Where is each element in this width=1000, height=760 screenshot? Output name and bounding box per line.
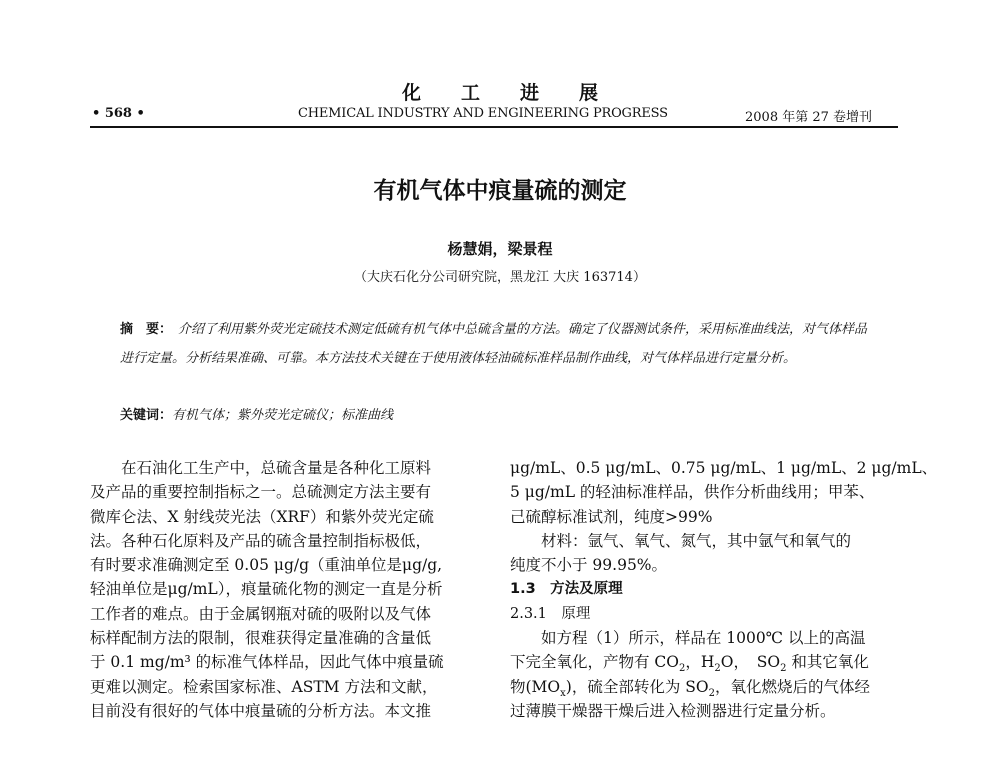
journal-name <box>0 78 1000 105</box>
body-line: μg/mL、0.5 μg/mL、0.75 μg/mL、1 μg/mL、2 μg/mL、 <box>510 459 938 477</box>
body-left-column <box>90 456 494 723</box>
journal-name-char: 展 <box>579 82 599 104</box>
text-run: 物(MO <box>510 677 561 696</box>
body-line: 有时要求准确测定至 0.05 μg/g（重油单位是μg/g, <box>90 556 443 575</box>
keywords-label: 关键词： <box>120 408 173 423</box>
text-run: )，硫全部转化为 SO <box>565 677 709 696</box>
body-line: 材料：氩气、氧气、氮气，其中氩气和氧气的 <box>510 531 852 550</box>
subscript: 2 <box>780 663 787 675</box>
body-line: 过薄膜干燥器干燥后进入检测器进行定量分析。 <box>510 701 836 720</box>
subsection-heading-2-3-1: 2.3.1 原理 <box>510 605 591 622</box>
body-line: 目前没有很好的气体中痕量硫的分析方法。本文推 <box>90 701 432 720</box>
body-line: 微库仑法、X 射线荧光法（XRF）和紫外荧光定硫 <box>90 507 434 526</box>
body-line: 在石油化工生产中，总硫含量是各种化工原料 <box>90 459 432 477</box>
journal-name-char: 化 <box>401 82 421 104</box>
keywords <box>120 402 872 430</box>
subscript: 2 <box>708 687 715 699</box>
body-line: 工作者的难点。由于金属钢瓶对硫的吸附以及气体 <box>90 604 432 623</box>
text-run: 下完全氧化，产物有 CO <box>510 653 679 672</box>
issue-info: 2008 年第 27 卷增刊 <box>745 110 873 125</box>
body-line: 5 μg/mL 的轻油标准样品，供作分析曲线用；甲苯、 <box>510 483 875 502</box>
abstract <box>120 316 872 373</box>
body-line: 如方程（1）所示，样品在 1000℃ 以上的高温 <box>510 629 866 648</box>
body-line: 轻油单位是μg/mL），痕量硫化物的测定一直是分析 <box>90 580 443 599</box>
subscript: 2 <box>714 663 721 675</box>
body-line: 及产品的重要控制指标之一。总硫测定方法主要有 <box>90 483 432 502</box>
abstract-text: 介绍了利用紫外荧光定硫技术测定低硫有机气体中总硫含量的方法。确定了仪器测试条件，采用标准曲线法，对气体样品进行定量。分析结果准确、可靠。本方法技术关键在于使用液体轻油硫标准样品制作曲线，对气体样品进行定量分析。 <box>120 322 868 366</box>
keywords-text: 有机气体；紫外荧光定硫仪；标准曲线 <box>172 408 394 423</box>
journal-english-title: CHEMICAL INDUSTRY AND ENGINEERING PROGRESS <box>298 106 668 121</box>
body-line: 更难以测定。检索国家标准、ASTM 方法和文献， <box>90 677 438 696</box>
body-line: 纯度不小于 99.95%。 <box>510 556 668 575</box>
body-right-column <box>510 456 938 723</box>
text-run: ，氧化燃烧后的气体经 <box>714 677 870 696</box>
authors: 杨慧娟，梁景程 <box>447 240 553 258</box>
page-number: • 568 • <box>92 106 145 121</box>
article-title: 有机气体中痕量硫的测定 <box>373 178 627 204</box>
text-run: 和其它氧化 <box>786 653 869 672</box>
journal-name-char: 进 <box>520 82 540 104</box>
abstract-label: 摘 要： <box>120 322 173 337</box>
text-run: O， SO <box>720 653 781 672</box>
body-line: 标样配制方法的限制，很难获得定量准确的含量低 <box>90 629 432 648</box>
subscript: x <box>560 687 566 699</box>
header-rule <box>90 126 898 128</box>
body-line: 法。各种石化原料及产品的硫含量控制指标极低， <box>90 531 432 550</box>
body-line-formula <box>510 650 902 674</box>
journal-name-char: 工 <box>460 82 480 104</box>
affiliation: （大庆石化分公司研究院，黑龙江 大庆 163714） <box>354 270 646 285</box>
body-line-formula <box>510 675 902 699</box>
section-heading-1-3: 1.3 方法及原理 <box>510 581 623 598</box>
text-run: ，H <box>685 653 715 672</box>
body-line: 己硫醇标准试剂，纯度>99% <box>510 507 713 526</box>
body-line: 于 0.1 mg/m³ 的标准气体样品，因此气体中痕量硫 <box>90 653 444 672</box>
subscript: 2 <box>679 663 686 675</box>
